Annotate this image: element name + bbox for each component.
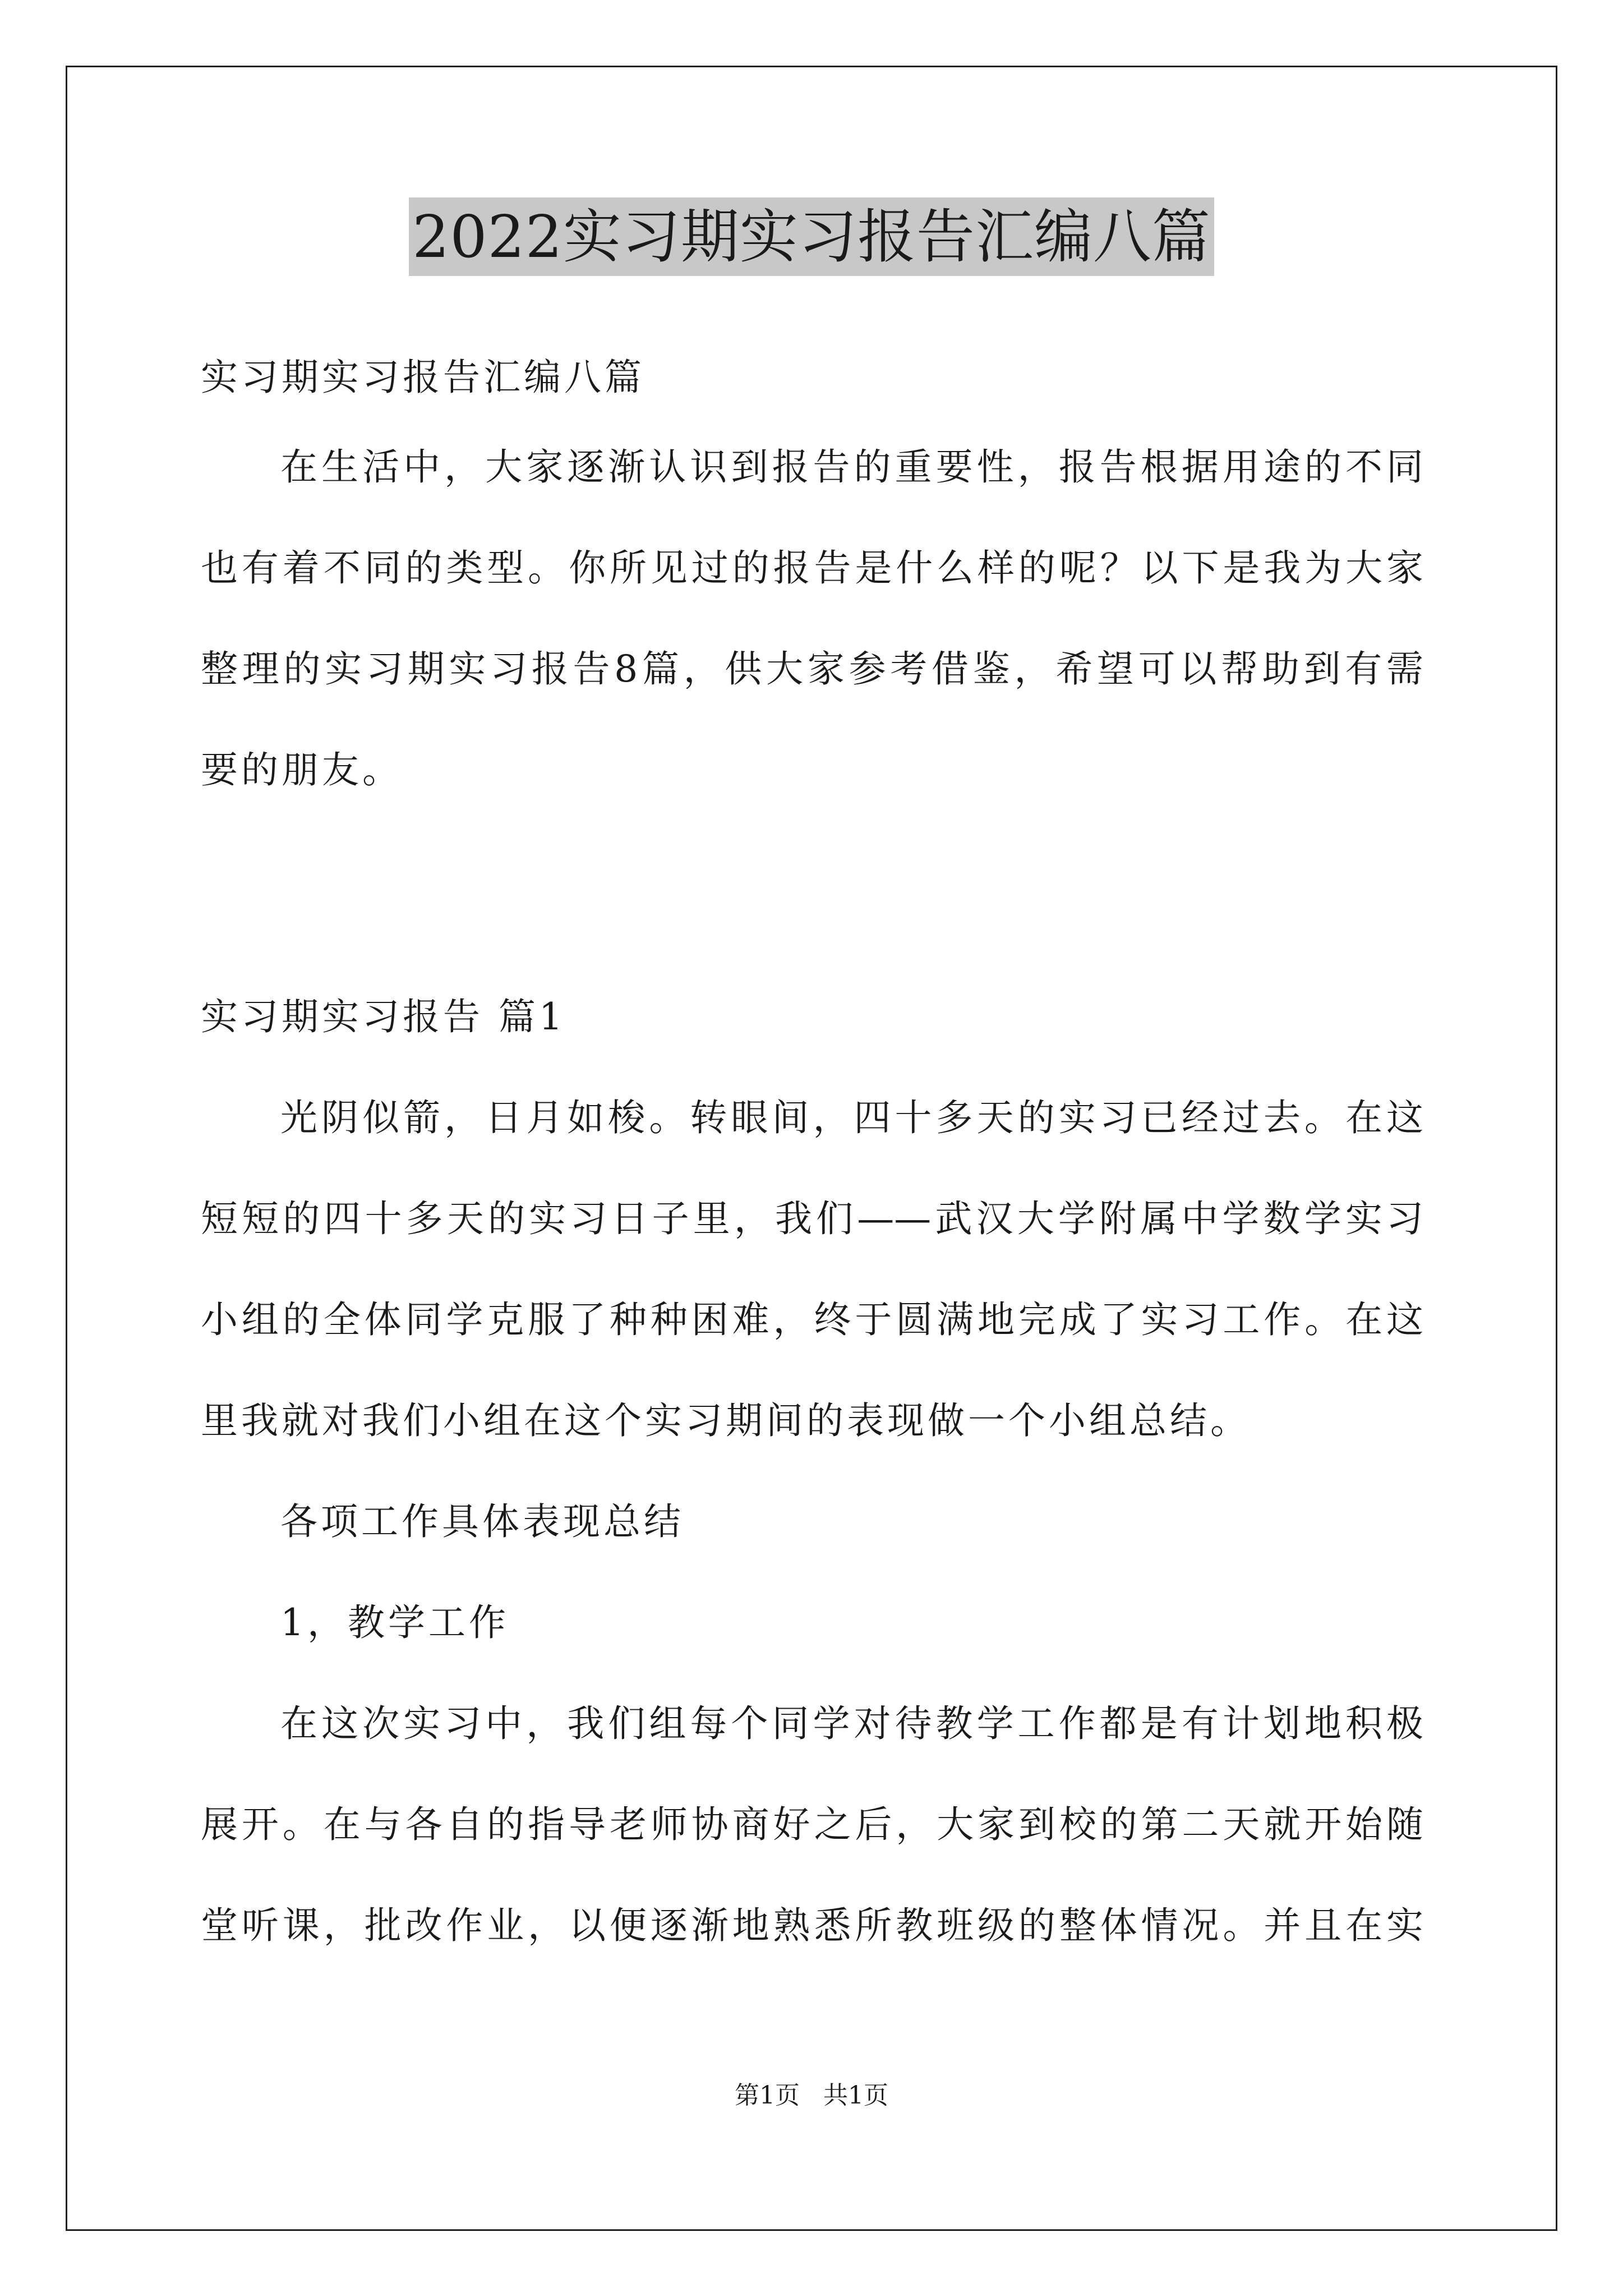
section-heading: 实习期实习报告 篇1 — [201, 995, 566, 1038]
document-subtitle: 实习期实习报告汇编八篇 — [201, 356, 645, 399]
intro-line-4: 要的朋友。 — [201, 748, 403, 792]
item-line-3: 堂听课，批改作业，以便逐渐地熟悉所教班级的整体情况。并且在实 — [201, 1904, 1423, 1947]
intro-line-3: 整理的实习期实习报告8篇，供大家参考借鉴，希望可以帮助到有需 — [201, 647, 1423, 691]
intro-line-2: 也有着不同的类型。你所见过的报告是什么样的呢？以下是我为大家 — [201, 546, 1423, 590]
section-line-1: 光阴似箭，日月如梭。转眼间，四十多天的实习已经过去。在这 — [280, 1096, 1423, 1139]
item-line-1: 在这次实习中，我们组每个同学对待教学工作都是有计划地积极 — [280, 1702, 1423, 1745]
intro-line-1: 在生活中，大家逐渐认识到报告的重要性，报告根据用途的不同 — [280, 445, 1423, 489]
document-title: 2022实习期实习报告汇编八篇 — [409, 197, 1214, 276]
title-container — [0, 197, 1623, 276]
summary-heading: 各项工作具体表现总结 — [280, 1500, 684, 1543]
section-line-2: 短短的四十多天的实习日子里，我们——武汉大学附属中学数学实习 — [201, 1197, 1423, 1240]
item-line-2: 展开。在与各自的指导老师协商好之后，大家到校的第二天就开始随 — [201, 1803, 1423, 1846]
page-footer: 第1页 共1页 — [735, 2081, 888, 2110]
item-heading: 1，教学工作 — [280, 1601, 509, 1644]
section-line-3: 小组的全体同学克服了种种困难，终于圆满地完成了实习工作。在这 — [201, 1298, 1423, 1341]
section-line-4: 里我就对我们小组在这个实习期间的表现做一个小组总结。 — [201, 1399, 1251, 1442]
